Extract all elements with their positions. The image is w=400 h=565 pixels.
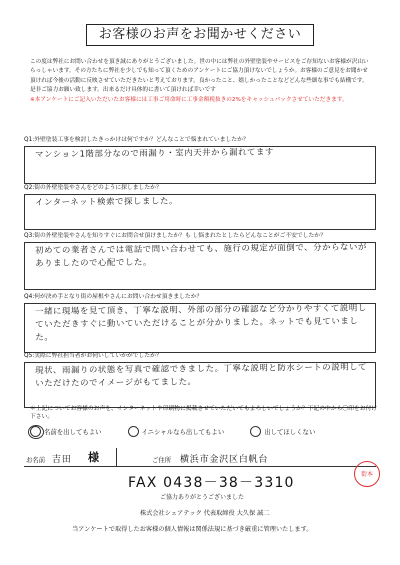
page-title: お客様のお声をお聞かせください <box>86 24 314 46</box>
choice-label: 出してほしくない <box>264 427 316 436</box>
answer-text: 現状、雨漏りの状態を写真で確認できました。丁寧な説明と防水シートの説明していただけたのでイメージがもてました。 <box>35 361 368 388</box>
choice-label: イニシャルなら出してもよい <box>141 427 225 436</box>
question-label: Q5:実際に弊社担当者がお伺いしていかがでしたか？ <box>24 353 162 359</box>
radio-icon[interactable] <box>128 426 139 437</box>
choice-initials[interactable] <box>128 426 225 437</box>
answer-text: 一緒に現場を見て頂き、丁寧な説明、外部の部分の確認など分かりやすくて説明していただきすぐに動いていただけることが分かりました。ネットでも見ていました。 <box>35 302 367 342</box>
company-signature: 株式会社シェアテック 代表取締役 大久保 誠二 <box>140 510 270 517</box>
question-3 <box>24 232 376 290</box>
answer-text: インターネット検索で探しました。 <box>35 195 178 207</box>
choice-full-name[interactable] <box>30 426 102 437</box>
name-field[interactable]: 吉田 <box>52 455 72 465</box>
question-label: Q4:何が決め手となり街の屋根やさんにお問い合わせ頂きましたか？ <box>24 294 203 300</box>
radio-icon[interactable] <box>250 426 261 437</box>
choice-anonymous[interactable] <box>250 426 315 437</box>
name-address-divider <box>116 448 117 466</box>
name-label: お名前 <box>26 456 46 464</box>
question-label: Q2:街の外壁塗装やさんをどのように探しましたか？ <box>24 185 162 191</box>
thanks-text: ご協力ありがとうございました <box>160 494 245 501</box>
question-1 <box>24 136 376 184</box>
question-4 <box>24 293 376 353</box>
question-label: Q1:外壁塗装工事を検討したきっかけは何ですか？どんなことで悩まれていましたか？ <box>24 137 249 143</box>
honorific-label: 様 <box>88 451 99 464</box>
answer-box[interactable] <box>24 303 376 353</box>
choice-label: 名前を出してもよい <box>44 427 102 436</box>
name-address-row <box>24 448 376 467</box>
address-label: ご住所 <box>152 456 172 464</box>
question-5 <box>24 352 376 408</box>
answer-box[interactable] <box>24 194 376 230</box>
question-2 <box>24 184 376 230</box>
question-label: Q3:街の外壁塗装やさんを知りすぐにお問合せ頂けましたか？も し悩まれたとしたらどんなことがご不安でしたか？ <box>24 233 326 239</box>
intro-text: この度は弊社にお問い合わせを頂き誠にありがとうございました。世の中には弊社の外壁塗装やサービスをご存知ないお客様が沢山いらっしゃいます。その方たちに弊社を少しでも知って頂くためのアンケートにご協力頂けないでしょうか。お客様のご意見をお聞かせ頂ければ今後の活動に反映させていただきたいと考えております。良かったこと、嬉しかったことなどどんな些細な事でも結構です。是非ご協力お願い致します。出来るだけ具体的に書いて頂ければ幸いです <box>30 59 369 94</box>
cashback-note: ※本アンケートにご記入いただいたお客様には工事ご用命時に工事金額税抜きの2%をキャッシュバックさせていただきます。 <box>30 96 348 103</box>
address-field[interactable]: 横浜市金沢区白帆台 <box>180 455 269 465</box>
answer-box[interactable] <box>24 362 376 408</box>
publish-choices <box>30 426 370 437</box>
publish-note: ＊上記についてお客様のお声を、インターネットや印刷物に掲載させていただいてもよろしいでしょうか？下記の中から〇印をお付け下さい。 <box>30 406 378 420</box>
answer-box[interactable] <box>24 146 376 184</box>
privacy-footer: 当アンケートで取得したお客様の個人情報は関係法規に基づき厳重に管理いたします。 <box>72 526 313 533</box>
company-seal-stamp <box>354 461 380 487</box>
seal-text: 街本 <box>360 470 373 478</box>
answer-text: マンション1階部分なので雨漏り・室内天井から漏れてます <box>35 146 275 159</box>
radio-selected-icon[interactable] <box>30 426 41 437</box>
fax-number: FAX 0438－38－3310 <box>128 475 295 491</box>
intro-block <box>30 58 372 105</box>
answer-text: 初めての業者さんでは電話で問い合わせても、施行の規定が面倒で、分からないがありましたので心配でした。 <box>35 241 368 268</box>
answer-box[interactable] <box>24 242 376 290</box>
